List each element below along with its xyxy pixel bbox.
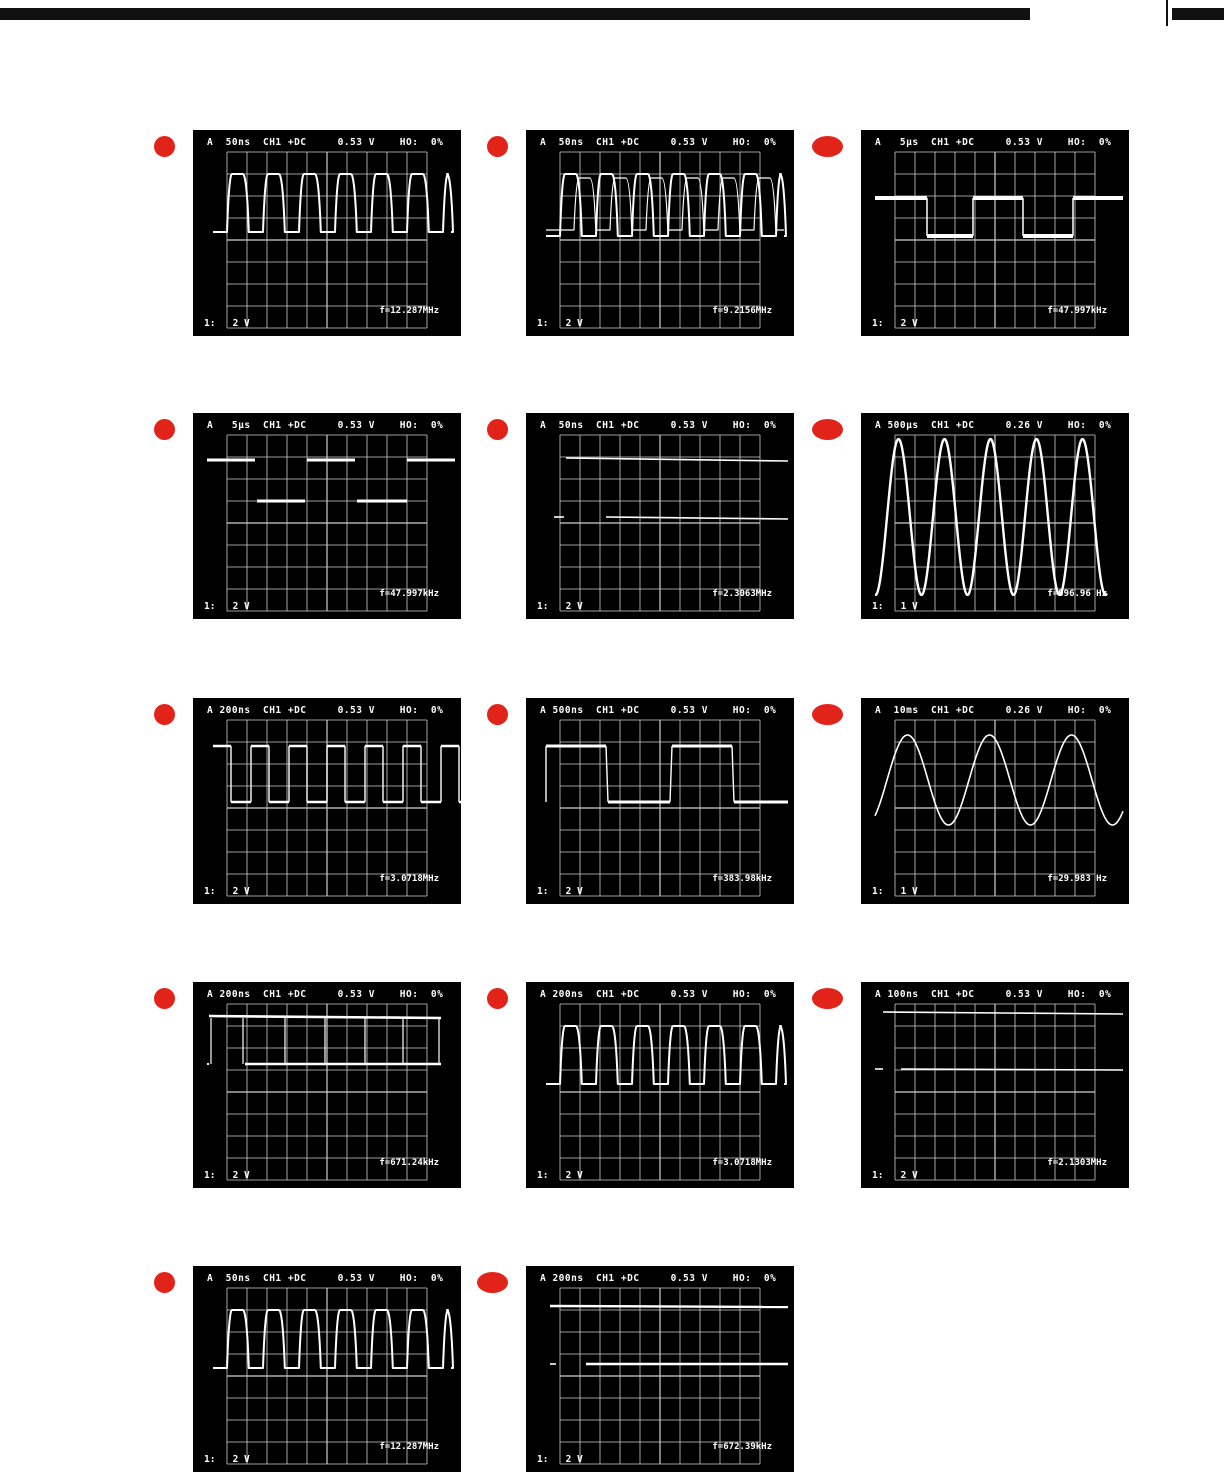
scope-settings-readout: A 50ns CH1 +DC 0.53 V HO: 0% <box>540 420 777 431</box>
waveform-trace <box>670 746 672 802</box>
waveform-trace <box>209 1016 441 1018</box>
header-rule-tick <box>1166 0 1168 26</box>
scope-settings-readout: A 500ns CH1 +DC 0.53 V HO: 0% <box>540 705 777 716</box>
waveform-trace <box>606 517 788 519</box>
scope-settings-readout: A 200ns CH1 +DC 0.53 V HO: 0% <box>540 989 777 1000</box>
oscilloscope-screen <box>193 982 461 1188</box>
waveform-trace <box>546 1026 786 1084</box>
marker-badge <box>487 136 508 157</box>
channel-scale-readout: 1: 2 V <box>537 1454 583 1465</box>
marker-badge <box>812 136 843 157</box>
channel-scale-readout: 1: 1 V <box>872 601 918 612</box>
oscilloscope-screen <box>193 698 461 904</box>
scope-settings-readout: A 50ns CH1 +DC 0.53 V HO: 0% <box>207 137 444 148</box>
waveform-trace <box>550 1306 788 1307</box>
oscilloscope-screen <box>193 413 461 619</box>
marker-badge <box>812 419 843 440</box>
marker-badge <box>487 704 508 725</box>
graticule <box>560 435 760 611</box>
frequency-readout: f=383.98kHz <box>712 874 772 884</box>
oscilloscope-screen <box>526 413 794 619</box>
oscilloscope-screen <box>526 982 794 1188</box>
oscilloscope-screen <box>861 130 1129 336</box>
channel-scale-readout: 1: 2 V <box>537 601 583 612</box>
channel-scale-readout: 1: 2 V <box>204 1454 250 1465</box>
frequency-readout: f=3.0718MHz <box>712 1158 772 1168</box>
channel-scale-readout: 1: 2 V <box>537 318 583 329</box>
oscilloscope-screen <box>861 413 1129 619</box>
scope-settings-readout: A 50ns CH1 +DC 0.53 V HO: 0% <box>540 137 777 148</box>
graticule <box>895 1004 1095 1180</box>
scope-settings-readout: A 200ns CH1 +DC 0.53 V HO: 0% <box>207 705 444 716</box>
waveform-trace <box>875 439 1107 595</box>
graticule <box>227 1288 427 1464</box>
marker-badge <box>477 1272 508 1293</box>
frequency-readout: f=47.997kHz <box>1047 306 1107 316</box>
graticule <box>227 152 427 328</box>
waveform-trace <box>732 746 734 802</box>
waveform-trace <box>883 1012 1123 1014</box>
channel-scale-readout: 1: 2 V <box>204 886 250 897</box>
graticule <box>560 1004 760 1180</box>
channel-scale-readout: 1: 2 V <box>872 318 918 329</box>
scope-settings-readout: A 500μs CH1 +DC 0.26 V HO: 0% <box>875 420 1112 431</box>
waveform-trace <box>875 735 1123 825</box>
frequency-readout: f=47.997kHz <box>379 589 439 599</box>
oscilloscope-screen <box>193 130 461 336</box>
frequency-readout: f=12.287MHz <box>379 306 439 316</box>
marker-badge <box>812 988 843 1009</box>
waveform-trace <box>606 746 608 802</box>
scope-settings-readout: A 10ms CH1 +DC 0.26 V HO: 0% <box>875 705 1112 716</box>
oscilloscope-screen <box>861 982 1129 1188</box>
oscilloscope-screen <box>526 698 794 904</box>
graticule <box>895 720 1095 896</box>
marker-badge <box>154 1272 175 1293</box>
frequency-readout: f=2.3063MHz <box>712 589 772 599</box>
channel-scale-readout: 1: 2 V <box>204 1170 250 1181</box>
scope-settings-readout: A 100ns CH1 +DC 0.53 V HO: 0% <box>875 989 1112 1000</box>
frequency-readout: f=2.1303MHz <box>1047 1158 1107 1168</box>
channel-scale-readout: 1: 2 V <box>872 1170 918 1181</box>
marker-badge <box>154 419 175 440</box>
oscilloscope-screen <box>193 1266 461 1472</box>
graticule <box>227 1004 427 1180</box>
scope-settings-readout: A 50ns CH1 +DC 0.53 V HO: 0% <box>207 1273 444 1284</box>
marker-badge <box>487 419 508 440</box>
oscilloscope-screen <box>526 1266 794 1472</box>
marker-badge <box>154 988 175 1009</box>
frequency-readout: f=672.39kHz <box>712 1442 772 1452</box>
header-rule <box>0 8 1030 20</box>
channel-scale-readout: 1: 2 V <box>204 601 250 612</box>
channel-scale-readout: 1: 2 V <box>204 318 250 329</box>
waveform-trace <box>566 458 788 461</box>
channel-scale-readout: 1: 1 V <box>872 886 918 897</box>
waveform-trace <box>213 1310 453 1368</box>
waveform-trace <box>213 174 453 232</box>
marker-badge <box>154 136 175 157</box>
marker-badge <box>487 988 508 1009</box>
scope-settings-readout: A 5μs CH1 +DC 0.53 V HO: 0% <box>875 137 1112 148</box>
marker-badge <box>812 704 843 725</box>
waveform-trace <box>901 1069 1123 1070</box>
marker-badge <box>154 704 175 725</box>
scope-settings-readout: A 200ns CH1 +DC 0.53 V HO: 0% <box>540 1273 777 1284</box>
scope-settings-readout: A 200ns CH1 +DC 0.53 V HO: 0% <box>207 989 444 1000</box>
channel-scale-readout: 1: 2 V <box>537 886 583 897</box>
channel-scale-readout: 1: 2 V <box>537 1170 583 1181</box>
oscilloscope-screen <box>526 130 794 336</box>
scope-settings-readout: A 5μs CH1 +DC 0.53 V HO: 0% <box>207 420 444 431</box>
oscilloscope-screen <box>861 698 1129 904</box>
header-rule-right <box>1172 8 1224 20</box>
frequency-readout: f=996.96 Hz <box>1047 589 1107 599</box>
frequency-readout: f=29.983 Hz <box>1047 874 1107 884</box>
graticule <box>560 1288 760 1464</box>
frequency-readout: f=671.24kHz <box>379 1158 439 1168</box>
graticule <box>895 152 1095 328</box>
frequency-readout: f=12.287MHz <box>379 1442 439 1452</box>
frequency-readout: f=3.0718MHz <box>379 874 439 884</box>
frequency-readout: f=9.2156MHz <box>712 306 772 316</box>
